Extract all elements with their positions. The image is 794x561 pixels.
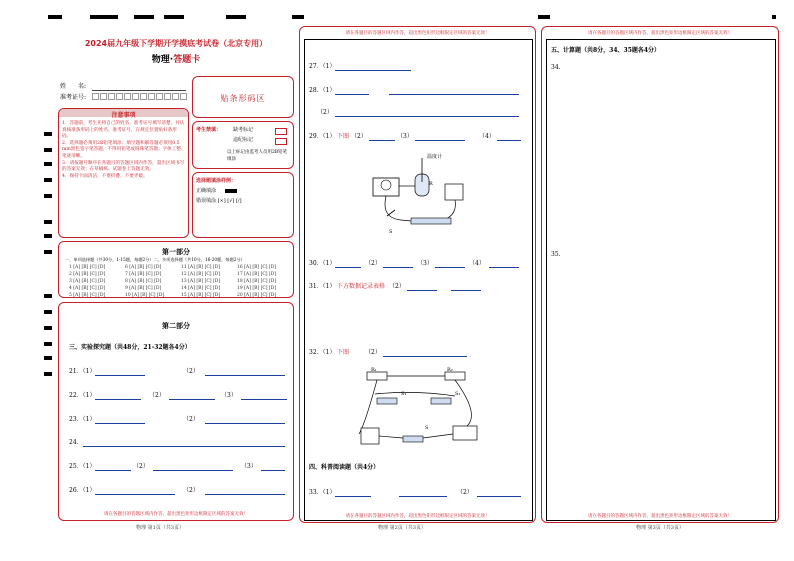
choice-row-4[interactable]: 4 [A] [B] [C] [D] [69, 286, 106, 291]
q25-label: 25．（1） [69, 463, 96, 470]
q33-label-2: （2） [457, 489, 473, 496]
q22-label-3: （3） [221, 392, 237, 399]
q30-label: 30．（1） [309, 260, 336, 267]
power-supply [453, 426, 477, 440]
q25-label-3: （3） [241, 463, 257, 470]
q29-label-2: （2） [351, 133, 367, 140]
notice-item-4: 4．保持卡面清洁，不要折叠、不要弄破。 [62, 173, 148, 179]
barcode-area [192, 76, 294, 118]
choice-row-1d[interactable]: 16 [A] [B] [C] [D] [237, 265, 277, 270]
q29-answer-3[interactable] [415, 140, 465, 141]
col3-box [541, 26, 779, 523]
q33-answer-1b[interactable] [399, 496, 447, 497]
q21-answer-1[interactable] [95, 375, 145, 376]
section3-title: 三、实验探究题（共48分，21-32题各4分） [69, 344, 191, 351]
violation-label: 违纪标记 [233, 137, 254, 143]
q28-answer-2[interactable] [335, 116, 519, 117]
notice-item-2: 2．选择题必须用2B铅笔填涂；填空题和解答题必须用0.5 mm黑色签字笔答题，不得用铅笔或圆珠笔答题；字体工整、笔迹清晰。 [62, 140, 186, 159]
q21-label: 21．（1） [69, 368, 96, 375]
notice-title: 注意事项 [111, 112, 136, 119]
q25-label-2: （2） [133, 463, 149, 470]
fig1-thermometer-label: 温度计 [427, 154, 443, 160]
circuit-figure-2 [355, 364, 487, 454]
q28-label-2: （2） [317, 109, 333, 116]
q32-ref: 下图 [337, 349, 350, 356]
choice-row-3b[interactable]: 8 [A] [B] [C] [D] [125, 279, 162, 284]
q29-answer-2[interactable] [369, 140, 395, 141]
q24-label: 24． [69, 439, 83, 446]
resistor-r2 [445, 372, 465, 380]
q32-label: 32．（1） [309, 349, 336, 356]
footer-page-2: 物理 第2页（共3页） [378, 525, 426, 531]
circuit-figure-1 [369, 152, 479, 238]
q34-answer-area[interactable] [551, 74, 769, 244]
choice-row-2d[interactable]: 17 [A] [B] [C] [D] [237, 272, 277, 277]
choice-row-5c[interactable]: 15 [A] [B] [C] [D] [181, 293, 221, 298]
notice-item-1: 1．答题前，考生先将自己的姓名，准考证号填写清楚，并认真核准条形码上的姓名、准考证号，在规定位置贴好条形码。 [62, 121, 185, 140]
q23-label-2: （2） [183, 416, 199, 423]
footer-page-1: 物理 第1页（共3页） [136, 525, 184, 531]
forbid-note: 以上标记由监考人员用2B铅笔填涂 [227, 150, 288, 162]
violation-mark[interactable] [275, 138, 287, 145]
q32-answer-2[interactable] [383, 356, 467, 357]
part2-title: 第二部分 [162, 321, 190, 330]
part1-title: 第一部分 [162, 247, 190, 256]
part1-desc: 一、单项选择题（共30分，1-15题，每题2分）二、多项选择题（共10分，16-20题，每题2分） [65, 257, 245, 262]
wire [359, 376, 471, 434]
id-cells[interactable] [92, 93, 188, 100]
q27-label: 27．（1） [309, 63, 336, 70]
q30-label-3: （3） [417, 260, 433, 267]
fig1-s-label: S [389, 229, 393, 235]
ammeter [361, 428, 379, 444]
notice-box [58, 108, 189, 238]
q28-label: 28．（1） [309, 87, 336, 94]
notice-list [62, 121, 186, 180]
q23-answer-1[interactable] [95, 423, 145, 424]
q30-answer-2[interactable] [383, 267, 413, 268]
choice-row-2b[interactable]: 7 [A] [B] [C] [D] [125, 272, 162, 277]
part1-answer-grid[interactable] [59, 242, 293, 297]
choice-row-3d[interactable]: 18 [A] [B] [C] [D] [237, 279, 277, 284]
fig2-r2-label: R₂ [447, 367, 453, 373]
q22-label-2: （2） [149, 392, 165, 399]
q31-label: 31．（1） [309, 283, 336, 290]
fill-wrong-label: 错误填涂 [×] [√] [/] [196, 198, 242, 204]
q31-ref: 下方数据记录表格 [337, 283, 386, 290]
q23-answer-2[interactable] [205, 423, 285, 424]
q27-answer[interactable] [335, 70, 411, 71]
q34-label: 34. [551, 64, 561, 71]
q32-label-2: （2） [365, 349, 381, 356]
choice-row-5b[interactable]: 10 [A] [B] [C] [D] [125, 293, 165, 298]
exam-title: 2024届九年级下学期开学摸底考试卷（北京专用） [84, 39, 268, 48]
absent-label: 缺考标记 [233, 127, 254, 133]
fig2-s2-label: S₂ [455, 391, 461, 397]
q22-answer-1[interactable] [95, 399, 141, 400]
section4-title: 四、科普阅读题（共4分） [309, 464, 380, 471]
col2-box [299, 26, 536, 523]
fill-sample-title: 选择题填涂样例： [196, 178, 237, 184]
q29-label-4: （4） [479, 133, 495, 140]
q35-label: 35. [551, 251, 561, 258]
choice-row-4c[interactable]: 14 [A] [B] [C] [D] [181, 286, 221, 291]
q22-label: 22．（1） [69, 392, 96, 399]
q26-answer-2[interactable] [205, 494, 285, 495]
choice-row-1c[interactable]: 11 [A] [B] [C] [D] [181, 265, 221, 270]
q24-answer[interactable] [83, 446, 285, 447]
barcode-label: 贴条形码区 [220, 94, 266, 103]
choice-row-5[interactable]: 5 [A] [B] [C] [D] [69, 293, 106, 298]
id-label: 准考证号: [60, 94, 87, 101]
exam-forbid-box [192, 121, 294, 169]
name-label: 姓 名: [60, 83, 87, 90]
q25-answer-2[interactable] [153, 470, 233, 471]
q30-answer-4[interactable] [489, 267, 519, 268]
choice-row-5d[interactable]: 20 [A] [B] [C] [D] [237, 293, 277, 298]
q21-answer-2[interactable] [205, 375, 285, 376]
q26-label: 26．（1） [69, 487, 96, 494]
warning-col2-bottom: 请在各题目的答题区域内作答，超出黑色矩形边框限定区域的答案无效！ [345, 514, 490, 519]
q29-answer-4[interactable] [497, 140, 521, 141]
warning-col3-bottom: 请在各题目的答题区域内作答，超出黑色矩形边框限定区域的答案无效！ [588, 514, 732, 519]
q25-answer-3[interactable] [261, 470, 285, 471]
meter-box-2 [445, 184, 463, 200]
q35-answer-area[interactable] [551, 262, 769, 512]
choice-row-3[interactable]: 3 [A] [B] [C] [D] [69, 279, 106, 284]
footer-page-3: 物理 第3页（共3页） [636, 525, 684, 531]
q26-label-2: （2） [183, 487, 199, 494]
q28-answer-1b[interactable] [389, 94, 519, 95]
q33-answer-1a[interactable] [335, 496, 371, 497]
q23-label: 23．（1） [69, 416, 96, 423]
wire-2 [375, 392, 455, 396]
notice-item-3: 3．请按题号顺序在各题目的答题区域内作答，超出区域书写的答案无效；在草稿纸、试题卷上答题无效。 [62, 160, 185, 173]
q31-answer-2b[interactable] [451, 290, 481, 291]
q30-label-2: （2） [365, 260, 381, 267]
q28-answer-1[interactable] [335, 94, 369, 95]
choice-row-2[interactable]: 2 [A] [B] [C] [D] [69, 272, 106, 277]
q33-label: 33．（1） [309, 489, 336, 496]
absent-mark[interactable] [275, 128, 287, 135]
choice-row-3c[interactable]: 13 [A] [B] [C] [D] [181, 279, 221, 284]
choice-row-4d[interactable]: 19 [A] [B] [C] [D] [237, 286, 277, 291]
q30-answer-3[interactable] [435, 267, 465, 268]
q29-label: 29．（1） [309, 133, 336, 140]
switch-s [403, 436, 423, 442]
switch-s2 [431, 398, 451, 404]
q31-answer-2a[interactable] [407, 290, 437, 291]
exam-subtitle: 物理·答题卡 [151, 55, 201, 65]
fig2-s-label: S [425, 425, 429, 431]
choice-row-2c[interactable]: 12 [A] [B] [C] [D] [181, 272, 221, 277]
name-field[interactable] [92, 90, 186, 91]
section5-title: 五、计算题（共8分，34、35题各4分） [551, 47, 661, 54]
q30-label-4: （4） [469, 260, 485, 267]
switch-icon [387, 210, 395, 216]
part1-box [58, 241, 294, 298]
warning-col1: 请在各题目的答题区域内作答，超出黑色矩形边框限定区域的答案无效！ [104, 512, 248, 517]
rheostat [411, 218, 451, 224]
fig1-r-label: R [429, 181, 433, 187]
q21-label-2: （2） [183, 368, 199, 375]
q22-answer-3[interactable] [241, 399, 287, 400]
q22-answer-2[interactable] [169, 399, 215, 400]
choice-row-1[interactable]: 1 [A] [B] [C] [D] [69, 265, 106, 270]
q29-label-3: （3） [397, 133, 413, 140]
resistor-r1 [367, 372, 387, 380]
fill-correct-label: 正确填涂 [196, 188, 217, 194]
fill-correct-sample [225, 189, 237, 193]
meter-dial [381, 180, 391, 190]
choice-row-1b[interactable]: 6 [A] [B] [C] [D] [125, 265, 162, 270]
q31-label-2: （2） [389, 283, 405, 290]
fig2-s1-label: S₁ [401, 391, 407, 397]
q29-ref: 下图 [337, 133, 350, 140]
q33-answer-2[interactable] [477, 496, 521, 497]
fig2-r1-label: R₁ [371, 367, 377, 373]
warning-col2-top: 请在各题目的答题区域内作答，超出黑色矩形边框限定区域的答案无效！ [345, 31, 490, 36]
choice-row-4b[interactable]: 9 [A] [B] [C] [D] [125, 286, 162, 291]
fill-sample-box [192, 172, 294, 238]
forbid-label: 考生禁填： [196, 127, 222, 133]
warning-col3-top: 请在各题目的答题区域内作答，超出黑色矩形边框限定区域的答案无效！ [588, 31, 732, 36]
q25-answer-1[interactable] [95, 470, 131, 471]
q26-answer-1[interactable] [95, 494, 175, 495]
q30-answer-1[interactable] [335, 267, 361, 268]
switch-s1 [377, 398, 397, 404]
part2-box [58, 302, 294, 521]
